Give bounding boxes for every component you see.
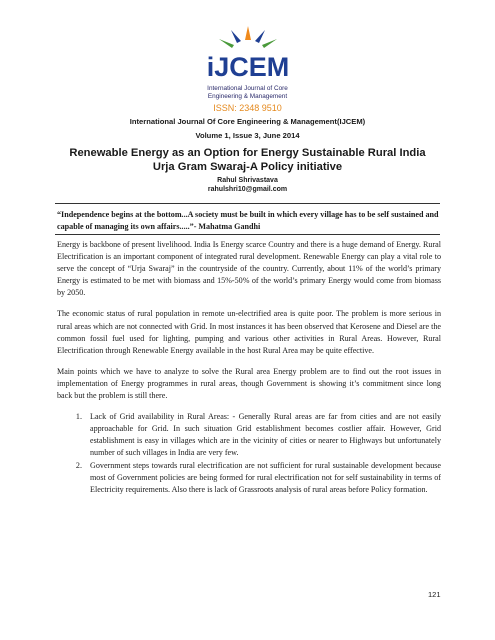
page-number: 121 <box>428 590 441 599</box>
logo-caption-line2: Engineering & Management <box>207 92 288 100</box>
logo-caption <box>0 85 495 100</box>
volume-info: Volume 1, Issue 3, June 2014 <box>195 131 300 140</box>
author-name: Rahul Shrivastava <box>217 177 278 184</box>
sun-rays-icon <box>219 26 277 48</box>
list-item: 2. Government steps towards rural electrification are not sufficient for rural sustainable development because most of Government policies are being formed for rural electrification not for self sustainability in terms of Electricity requirements. Also there is lack of Grassroots analysis of rural areas before Policy formation. <box>84 460 441 496</box>
body-text <box>57 239 441 496</box>
numbered-list <box>57 411 441 496</box>
logo-mark-icon <box>193 22 303 84</box>
author-email: rahulshri10@gmail.com <box>207 186 288 193</box>
title-line-1: Renewable Energy as an Option for Energy Sustainable Rural India <box>69 147 426 159</box>
title-line-2: Urja Gram Swaraj-A Policy initiative <box>152 161 343 173</box>
issn: ISSN: 2348 9510 <box>213 103 282 113</box>
bottom-divider <box>55 234 440 235</box>
journal-name: International Journal Of Core Engineering & Management(IJCEM) <box>129 117 366 126</box>
logo-caption-line1: International Journal of Core <box>207 85 288 92</box>
paragraph: Energy is backbone of present livelihood. India Is Energy scarce Country and there is a huge demand of Energy. Rural Electrification is an important component of integrated rural development. Renewable Energy can play a vital role to serve the concept of “Urja Swaraj” in the countryside of the country. Currently, about 11% of the world’s primary Energy is estimated to be met with biomass and 15%-50% of the world’s primary Energy would come from biomass by 2050. <box>57 240 441 298</box>
logo-text: iJCEM <box>206 52 289 82</box>
paper-title <box>0 146 495 174</box>
list-item: 1. Lack of Grid availability in Rural Areas: - Generally Rural areas are far from cities and are not easily approachable for Grid. In such situation Grid establishment becomes costlier affair. However, Grid establishment is easy in villages which are in the vicinity of cities or nearer to Highways but unfortunately number of such villages in India are very few. <box>84 411 441 459</box>
top-divider <box>55 203 440 204</box>
journal-logo <box>0 22 495 100</box>
author-block <box>0 176 495 194</box>
paragraph: Main points which we have to analyze to solve the Rural area Energy problem are to find out the root issues in implementation of Energy programmes in rural areas, though Government is showing it’s commitment since long back but the problem is still there. <box>57 366 441 401</box>
paragraph: The economic status of rural population in remote un-electrified area is quite poor. The problem is more serious in rural areas which are not connected with Grid. In most instances it has been observed that Kerosene and Diesel are the common fossil fuel used for lighting, pumping and various other activities in Rural Areas. However, Rural Electrification through Renewable Energy available in the host Rural Area may be quite effective. <box>57 309 441 355</box>
epigraph-quote: “Independence begins at the bottom...A society must be built in which every village has to be self sustained and capable of managing its own affairs.....”- Mahatma Gandhi <box>57 210 439 231</box>
